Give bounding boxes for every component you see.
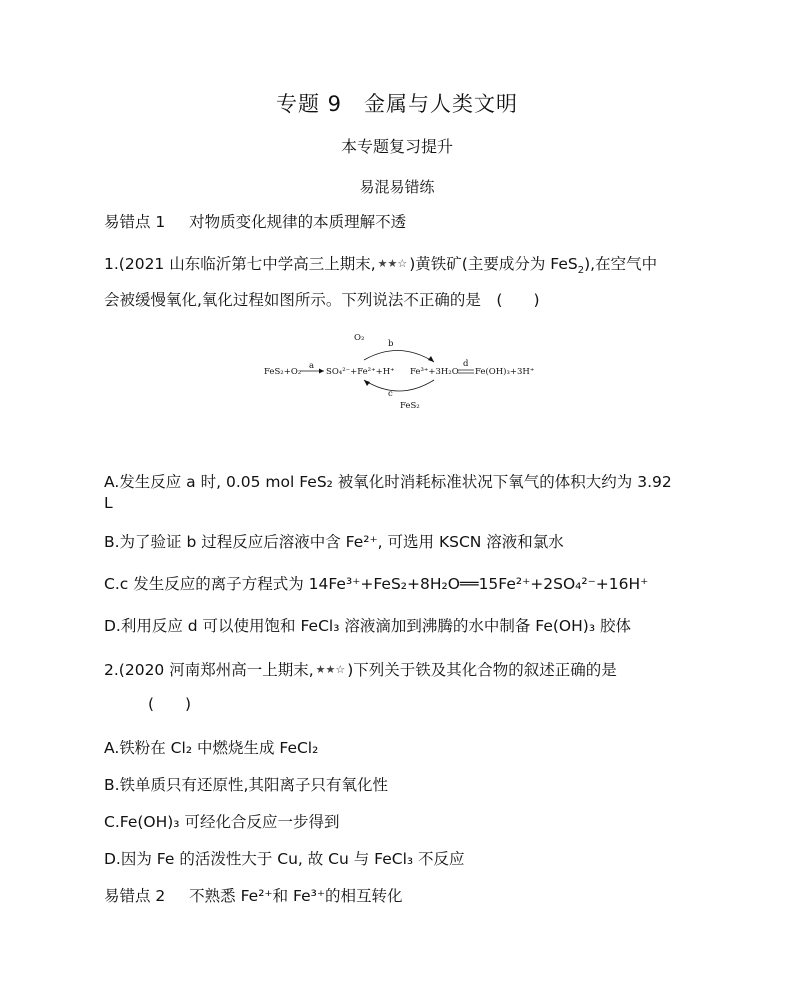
question-1-option-b: B.为了验证 b 过程反应后溶液中含 Fe²⁺, 可选用 KSCN 溶液和氯水	[104, 533, 564, 551]
question-1-stem: 1.(2021 山东临沂第七中学高三上期末, ★★☆ )黄铁矿(主要成分为 FeS$_2$),在空气中	[104, 255, 658, 277]
question-1-number: 1.	[104, 255, 119, 273]
error-point-1-text: 对物质变化规律的本质理解不透	[189, 213, 407, 231]
diagram-pyrite: FeS₂	[400, 401, 420, 411]
question-2-number: 2.	[104, 661, 119, 679]
diagram-label-b: b	[388, 339, 394, 349]
page-title: 专题 9 金属与人类文明	[275, 92, 519, 116]
error-point-2-text: 不熟悉 Fe²⁺和 Fe³⁺的相互转化	[189, 887, 403, 905]
question-2-stem	[104, 658, 617, 680]
question-2-option-d: D.因为 Fe 的活泼性大于 Cu, 故 Cu 与 FeCl₃ 不反应	[104, 850, 465, 868]
question-2-stem-text: )下列关于铁及其化合物的叙述正确的是	[347, 661, 617, 679]
oxidation-process-diagram	[264, 330, 534, 414]
diagram-hydroxide: Fe(OH)₃+3H⁺	[475, 367, 534, 377]
error-point-2	[104, 884, 403, 906]
diagram-oxygen: O₂	[354, 333, 365, 343]
diagram-label-d: d	[463, 359, 469, 369]
question-2-option-a: A.铁粉在 Cl₂ 中燃烧生成 FeCl₂	[104, 739, 319, 757]
question-2-answer-paren: ( )	[148, 695, 192, 713]
error-point-2-label: 易错点 2	[104, 887, 166, 905]
diagram-reactants: FeS₂+O₂	[264, 367, 302, 377]
question-1-option-c: C.c 发生反应的离子方程式为 14Fe³⁺+FeS₂+8H₂O══15Fe²⁺+2SO₄²⁻+16H⁺	[104, 575, 649, 593]
error-point-1-label: 易错点 1	[104, 213, 166, 231]
difficulty-stars-icon: ★★☆	[377, 257, 408, 270]
diagram-middle-species: SO₄²⁻+Fe²⁺+H⁺	[326, 367, 395, 377]
question-1-source: (2021 山东临沂第七中学高三上期末,	[118, 255, 376, 273]
difficulty-stars-icon: ★★☆	[315, 663, 346, 676]
question-2-source: (2020 河南郑州高一上期末,	[118, 661, 314, 679]
question-2-option-b: B.铁单质只有还原性,其阳离子只有氧化性	[104, 776, 388, 794]
section-heading: 易混易错练	[359, 178, 435, 196]
error-point-1	[104, 210, 406, 232]
question-1-stem-b: ),在空气中	[584, 255, 658, 273]
diagram-label-c: c	[388, 389, 393, 399]
question-2-option-c: C.Fe(OH)₃ 可经化合反应一步得到	[104, 813, 340, 831]
question-1-stem-line2: 会被缓慢氧化,氧化过程如图所示。下列说法不正确的是 ( )	[104, 291, 540, 309]
page-subtitle: 本专题复习提升	[340, 137, 453, 156]
diagram-ferric-species: Fe³⁺+3H₂O	[410, 367, 459, 377]
diagram-label-a: a	[309, 361, 315, 371]
question-1-option-a: A.发生反应 a 时, 0.05 mol FeS₂ 被氧化时消耗标准状况下氧气的体积大约为 3.92	[104, 473, 672, 491]
question-1-stem-a: )黄铁矿(主要成分为 FeS	[409, 255, 578, 273]
question-1-option-a-cont: L	[104, 494, 113, 512]
question-1-option-d: D.利用反应 d 可以使用饱和 FeCl₃ 溶液滴加到沸腾的水中制备 Fe(OH)₃ 胶体	[104, 617, 631, 635]
